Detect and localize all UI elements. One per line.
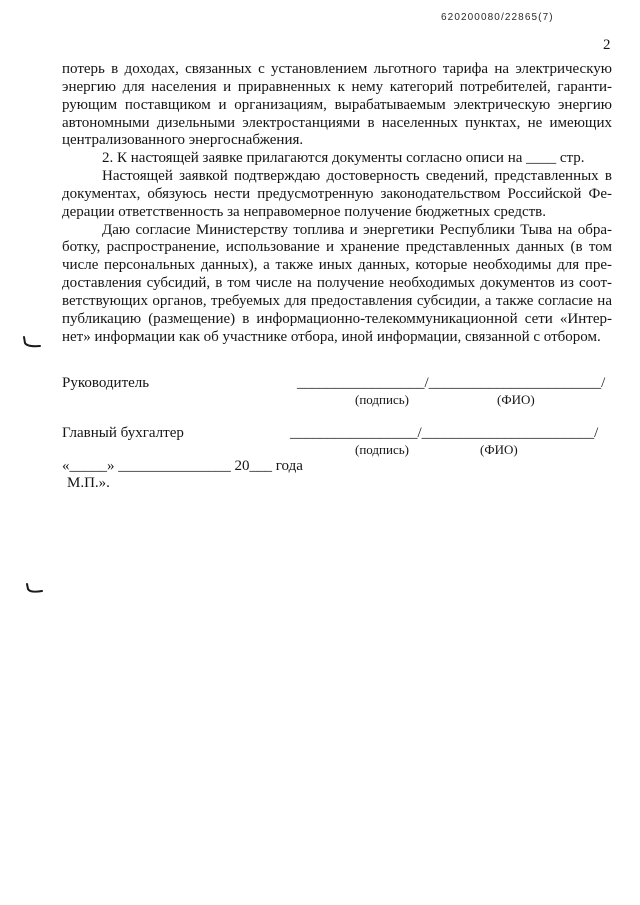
text-line: доставления субсидий, в том числе на получение необходимых документов из соот- [62,275,612,292]
text-line: документах, обязуюсь нести предусмотренную законодательством Российской Фе- [62,185,612,202]
text-line: ветствующих органов, требуемых для предоставления субсидии, а также согласие на [62,292,612,309]
signature-caption: (подпись) [355,392,409,407]
signature-caption: (подпись) [355,442,409,457]
body-text [62,61,612,347]
date-line: «_____» _______________ 20___ года [62,458,303,474]
text-line: публикацию (размещение) в информационно-телекоммуникационной сети «Интер- [62,310,612,327]
text-line: централизованного энергоснабжения. [62,132,304,149]
document-code: 620200080/22865(7) [441,12,554,23]
text-line: энергию для населения и приравненных к нему категорий потребителей, гаранти- [62,78,612,95]
name-caption: (ФИО) [497,392,535,407]
seal-mark: М.П.». [67,475,110,491]
scan-mark [24,337,40,346]
signature-blank-head: _________________/_______________________/ [297,375,606,391]
text-line: Настоящей заявкой подтверждаю достоверность сведений, представленных в [102,168,612,185]
text-line: Даю согласие Министерству топлива и энергетики Республики Тыва на обра- [102,221,612,238]
signature-role-accountant: Главный бухгалтер [62,425,184,441]
text-line: числе персональных данных), а также иных данных, которые необходимы для пре- [62,257,612,274]
scan-mark [27,584,42,592]
page-number: 2 [603,37,611,53]
text-line: ботку, распространение, использование и хранение представленных данных (в том [62,239,612,256]
text-line: автономными дизельными электростанциями в населенных пунктах, не имеющих [62,114,612,131]
signature-blank-accountant: _________________/_______________________/ [290,425,599,441]
signature-role-head: Руководитель [62,375,150,391]
text-line: 2. К настоящей заявке прилагаются документы согласно описи на ____ стр. [102,150,585,167]
text-line: нет» информации как об участнике отбора, иной информации, связанной с отбором. [62,328,601,345]
text-line: рующим поставщиком и организациям, вырабатываемым электрическую энергию [62,96,612,113]
name-caption: (ФИО) [480,442,518,457]
text-line: дерации ответственность за неправомерное получение бюджетных средств. [62,203,547,220]
text-line: потерь в доходах, связанных с установлением льготного тарифа на электрическую [62,61,612,77]
